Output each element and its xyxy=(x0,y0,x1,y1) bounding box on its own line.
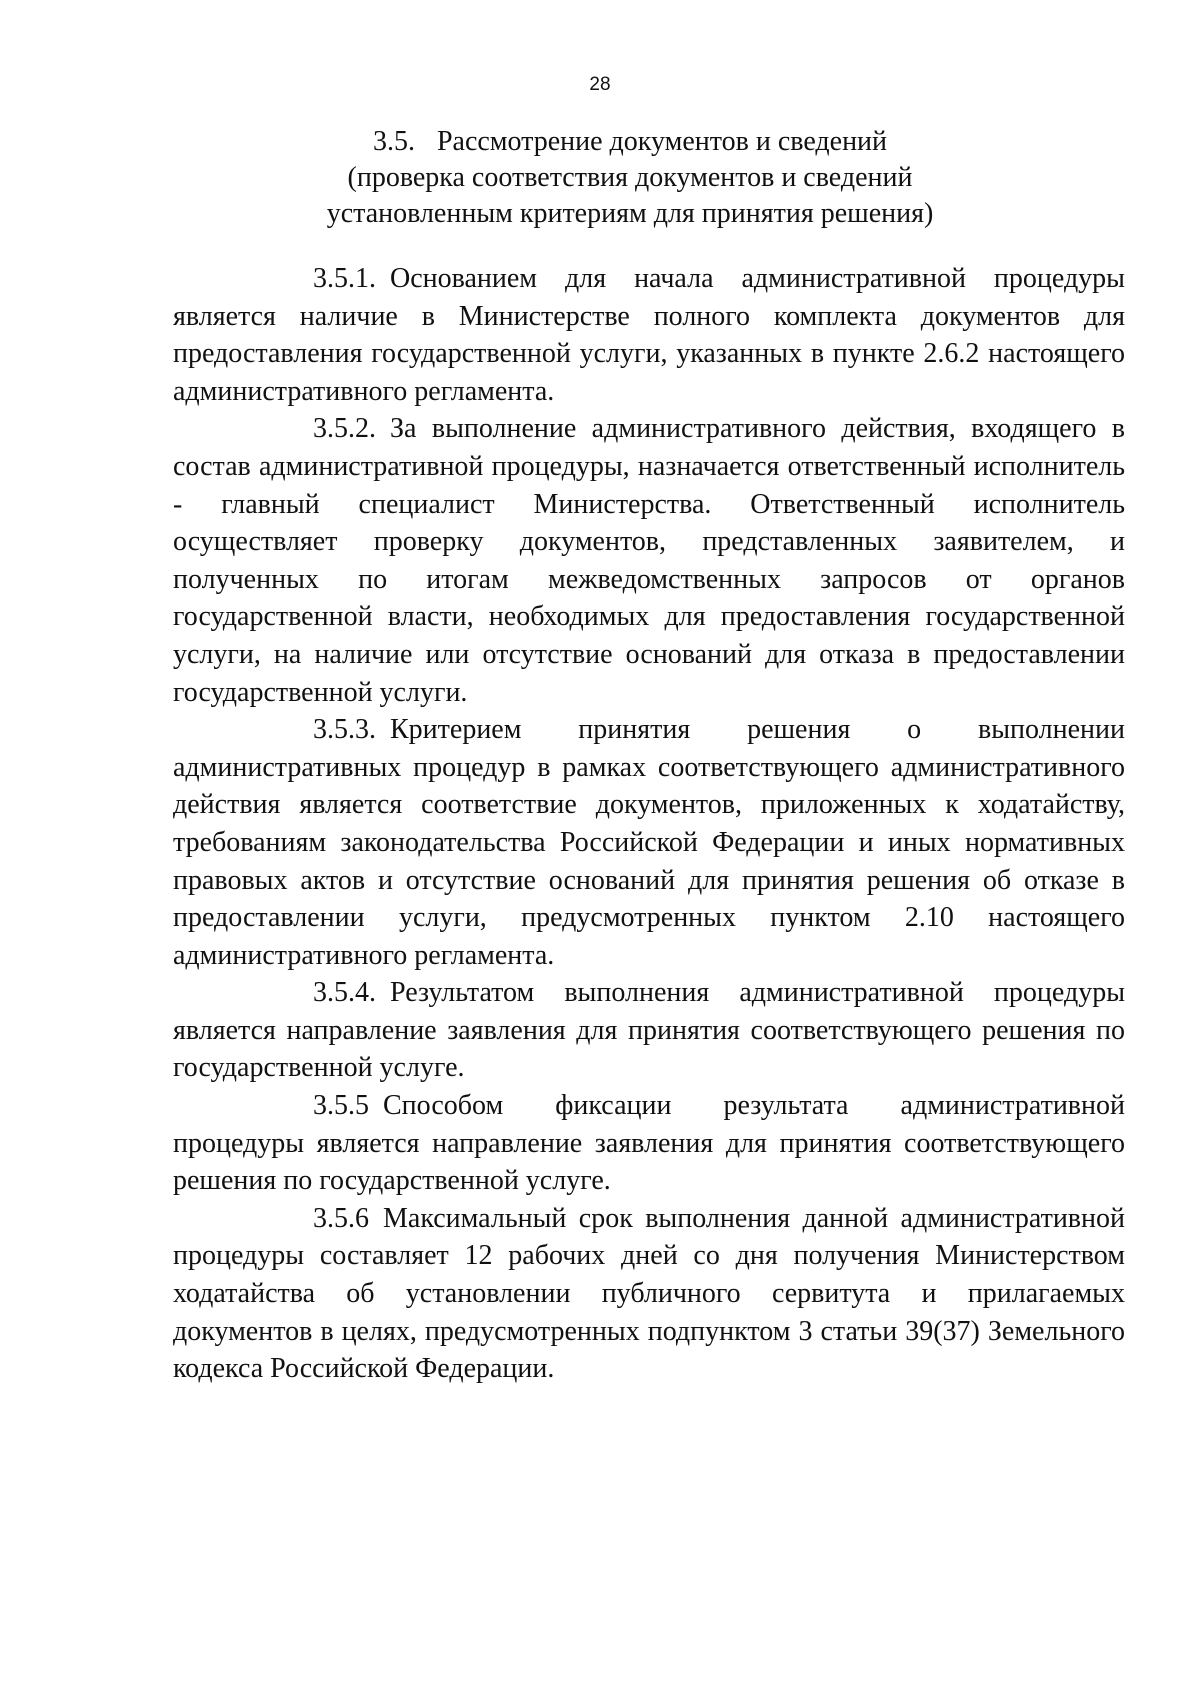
page-number: 28 xyxy=(589,74,611,95)
paragraph-number: 3.5.6 xyxy=(313,1202,369,1234)
paragraph-3-5-3 xyxy=(173,711,1125,974)
paragraph-3-5-5 xyxy=(173,1087,1125,1200)
paragraph-number: 3.5.3. xyxy=(313,714,376,746)
section-title: Рассмотрение документов и сведений xyxy=(436,126,888,157)
paragraph-3-5-1 xyxy=(173,260,1125,410)
section-heading-line-3: установленным критериям для принятия решения) xyxy=(326,198,934,229)
paragraph-text: За выполнение административного действия, входящего в состав административной процедуры, назначается ответственный исполнитель - главный специалист Министерства. Ответственный исполнитель осуществляет проверку документов, представленных заявителем, и полученных по итогам межведомственных запросов от органов государственной власти, необходимых для предоставления государственной услуги, на наличие или отсутствие оснований для отказа в предоставлении государственной услуги. xyxy=(173,413,1125,708)
document-body xyxy=(173,260,1125,1388)
section-number: 3.5. xyxy=(372,126,415,157)
section-heading-line-1 xyxy=(170,124,1090,160)
section-heading xyxy=(170,124,1090,232)
paragraph-3-5-4 xyxy=(173,974,1125,1087)
paragraph-number: 3.5.5 xyxy=(313,1090,369,1122)
section-heading-line-2: (проверка соответствия документов и сведений xyxy=(347,162,913,193)
paragraph-text: Критерием принятия решения о выполнении административных процедур в рамках соответствующего административного действия является соответствие документов, приложенных к ходатайству, требованиям законодательства Российской Федерации и иных нормативных правовых актов и отсутствие оснований для принятия решения об отказе в предоставлении услуги, предусмотренных пунктом 2.10 настоящего административного регламента. xyxy=(173,714,1125,971)
paragraph-number: 3.5.2. xyxy=(313,413,376,445)
paragraph-text: Основанием для начала административной процедуры является наличие в Министерстве полного комплекта документов для предоставления государственной услуги, указанных в пункте 2.6.2 настоящего административного регламента. xyxy=(173,263,1125,407)
paragraph-number: 3.5.4. xyxy=(313,977,376,1009)
paragraph-3-5-2 xyxy=(173,410,1125,711)
paragraph-text: Результатом выполнения административной процедуры является направление заявления для принятия соответствующего решения по государственной услуге. xyxy=(173,977,1125,1084)
paragraph-3-5-6 xyxy=(173,1200,1125,1388)
paragraph-number: 3.5.1. xyxy=(313,263,376,294)
paragraph-text: Способом фиксации результата административной процедуры является направление заявления для принятия соответствующего решения по государственной услуге. xyxy=(173,1090,1125,1197)
paragraph-text: Максимальный срок выполнения данной административной процедуры составляет 12 рабочих дней со дня получения Министерством ходатайства об установлении публичного сервитута и прилагаемых документов в целях, предусмотренных подпунктом 3 статьи 39(37) Земельного кодекса Российской Федерации. xyxy=(173,1202,1125,1385)
